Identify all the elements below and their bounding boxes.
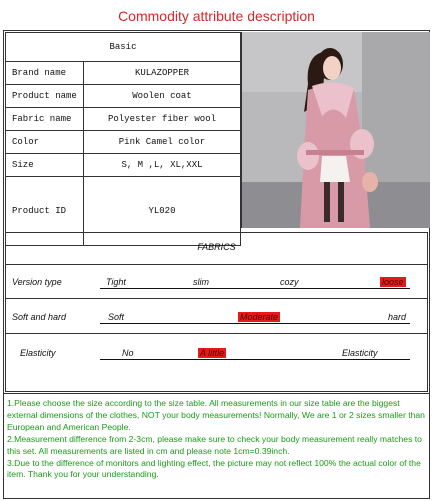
attr-key: Brand name <box>6 62 84 85</box>
divider <box>6 298 427 299</box>
attr-key: Product name <box>6 85 84 108</box>
option-loose-selected: loose <box>382 277 404 287</box>
scale-line <box>100 323 410 324</box>
attr-value: KULAZOPPER <box>84 62 241 85</box>
model-in-pink-coat-image <box>242 32 430 228</box>
note-2: 2.Measurement difference from 2-3cm, please make sure to check your body measurement really matches to this set. All measurements are listed in cm and please note 1cm=0.39inch. <box>7 433 422 456</box>
fabrics-panel <box>5 232 428 392</box>
fabric-row-label: Elasticity <box>20 348 56 358</box>
option-tight: Tight <box>106 277 126 287</box>
page-title: Commodity attribute description <box>118 7 315 24</box>
divider <box>6 333 427 334</box>
attr-value: Woolen coat <box>84 85 241 108</box>
note-1: 1.Please choose the size according to the size table. All measurements in our size table are the biggest external dimensions of the clothes, NOT your body measurements! Normally, We are 1 or 2 sizes smaller than European and American People. <box>7 398 425 432</box>
fabrics-title: FABRICS <box>197 242 236 252</box>
fabric-row-label: Soft and hard <box>12 312 67 322</box>
table-row <box>6 131 241 154</box>
attr-key: Product ID <box>6 177 84 246</box>
option-no: No <box>122 348 134 358</box>
table-row <box>6 154 241 177</box>
size-notes <box>3 393 430 499</box>
basic-attributes-table <box>5 32 241 246</box>
fabric-row-label: Version type <box>12 277 62 287</box>
page-header <box>0 0 433 31</box>
basic-heading-row <box>6 33 241 62</box>
attr-value: S, M ,L, XL,XXL <box>84 154 241 177</box>
fabric-row-version-type <box>6 272 427 294</box>
attr-value: Pink Camel color <box>84 131 241 154</box>
option-a-little-selected: A little <box>200 348 225 358</box>
fabric-row-elasticity <box>6 343 427 365</box>
table-row <box>6 85 241 108</box>
option-soft: Soft <box>108 312 125 322</box>
divider <box>6 264 427 265</box>
attr-key: Color <box>6 131 84 154</box>
attr-key: Size <box>6 154 84 177</box>
scale-line <box>100 359 410 360</box>
basic-heading: Basic <box>6 33 241 62</box>
attr-value: YL020 <box>84 177 241 246</box>
option-elasticity: Elasticity <box>342 348 378 358</box>
option-slim: slim <box>193 277 209 287</box>
scale-line <box>100 288 410 289</box>
table-row <box>6 62 241 85</box>
option-moderate-selected: Moderate <box>240 312 279 322</box>
table-row <box>6 108 241 131</box>
option-cozy: cozy <box>280 277 299 287</box>
fabric-row-soft-hard <box>6 307 427 329</box>
attr-value: Polyester fiber wool <box>84 108 241 131</box>
option-hard: hard <box>388 312 407 322</box>
product-photo <box>241 32 430 228</box>
attr-key: Fabric name <box>6 108 84 131</box>
note-3: 3.Due to the difference of monitors and lighting effect, the picture may not reflect 100% the actual color of the item. Thank you for your understanding. <box>7 457 421 480</box>
